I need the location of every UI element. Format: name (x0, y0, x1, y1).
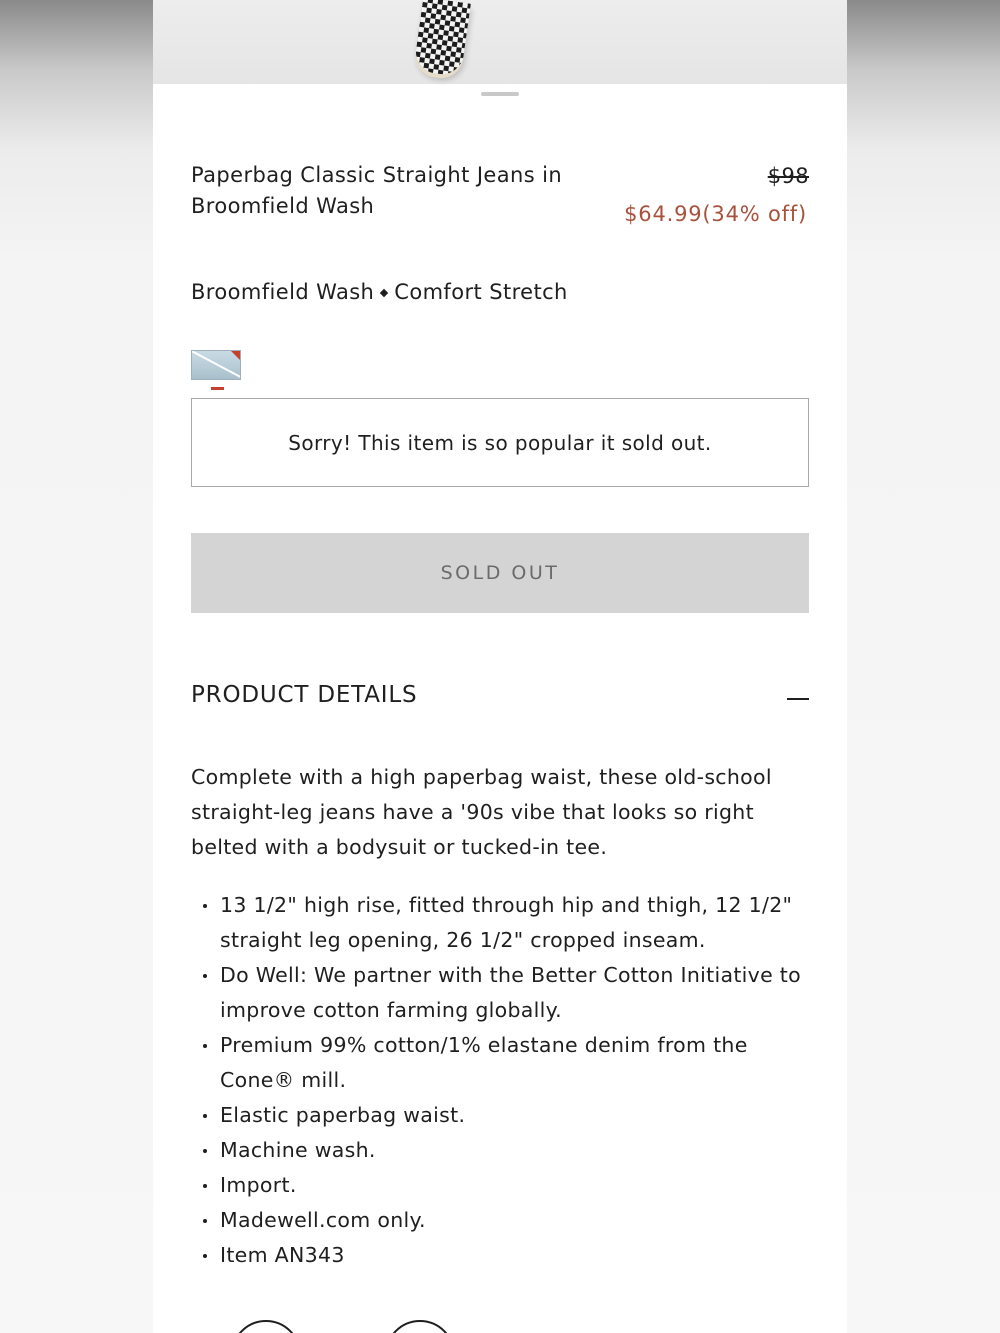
share-circle-button[interactable] (231, 1320, 301, 1333)
detail-bullet: Import. (191, 1168, 821, 1203)
detail-bullet: Premium 99% cotton/1% elastane denim from the Cone® mill. (191, 1028, 821, 1098)
diamond-separator-icon (380, 289, 388, 297)
product-title-line-2: Broomfield Wash (191, 194, 375, 218)
checkered-shoe-image (413, 0, 471, 77)
sale-price: $64.99(34% off) (624, 202, 807, 226)
sheet-drag-handle[interactable] (481, 92, 519, 96)
detail-bullet: Item AN343 (191, 1238, 821, 1273)
variant-wash: Broomfield Wash (191, 280, 375, 304)
minus-icon[interactable] (787, 698, 809, 700)
detail-bullet: Madewell.com only. (191, 1203, 821, 1238)
detail-bullet: 13 1/2" high rise, fitted through hip and thigh, 12 1/2" straight leg opening, 26 1/2" cropped inseam. (191, 888, 821, 958)
detail-bullet: Do Well: We partner with the Better Cotton Initiative to improve cotton farming globally. (191, 958, 821, 1028)
product-title (191, 160, 611, 222)
detail-bullet: Elastic paperbag waist. (191, 1098, 821, 1133)
original-price: $98 (767, 164, 809, 188)
product-details-heading[interactable]: PRODUCT DETAILS (191, 682, 418, 708)
selected-swatch-indicator (211, 387, 224, 390)
color-swatch-broomfield-wash[interactable] (191, 350, 241, 380)
product-title-line-1: Paperbag Classic Straight Jeans in (191, 163, 563, 187)
save-circle-button[interactable] (385, 1320, 455, 1333)
detail-bullet: Machine wash. (191, 1133, 821, 1168)
product-description: Complete with a high paperbag waist, these old-school straight-leg jeans have a '90s vibe that looks so right belted with a bodysuit or tucked-in tee. (191, 765, 772, 859)
product-sheet (153, 0, 847, 1333)
variant-label (191, 280, 568, 304)
sold-out-notice (191, 398, 809, 487)
sold-out-button[interactable]: SOLD OUT (191, 533, 809, 613)
variant-fit: Comfort Stretch (394, 280, 568, 304)
product-image[interactable] (153, 0, 847, 84)
product-details-list (191, 888, 821, 1273)
sold-out-message: Sorry! This item is so popular it sold out. (288, 430, 712, 455)
